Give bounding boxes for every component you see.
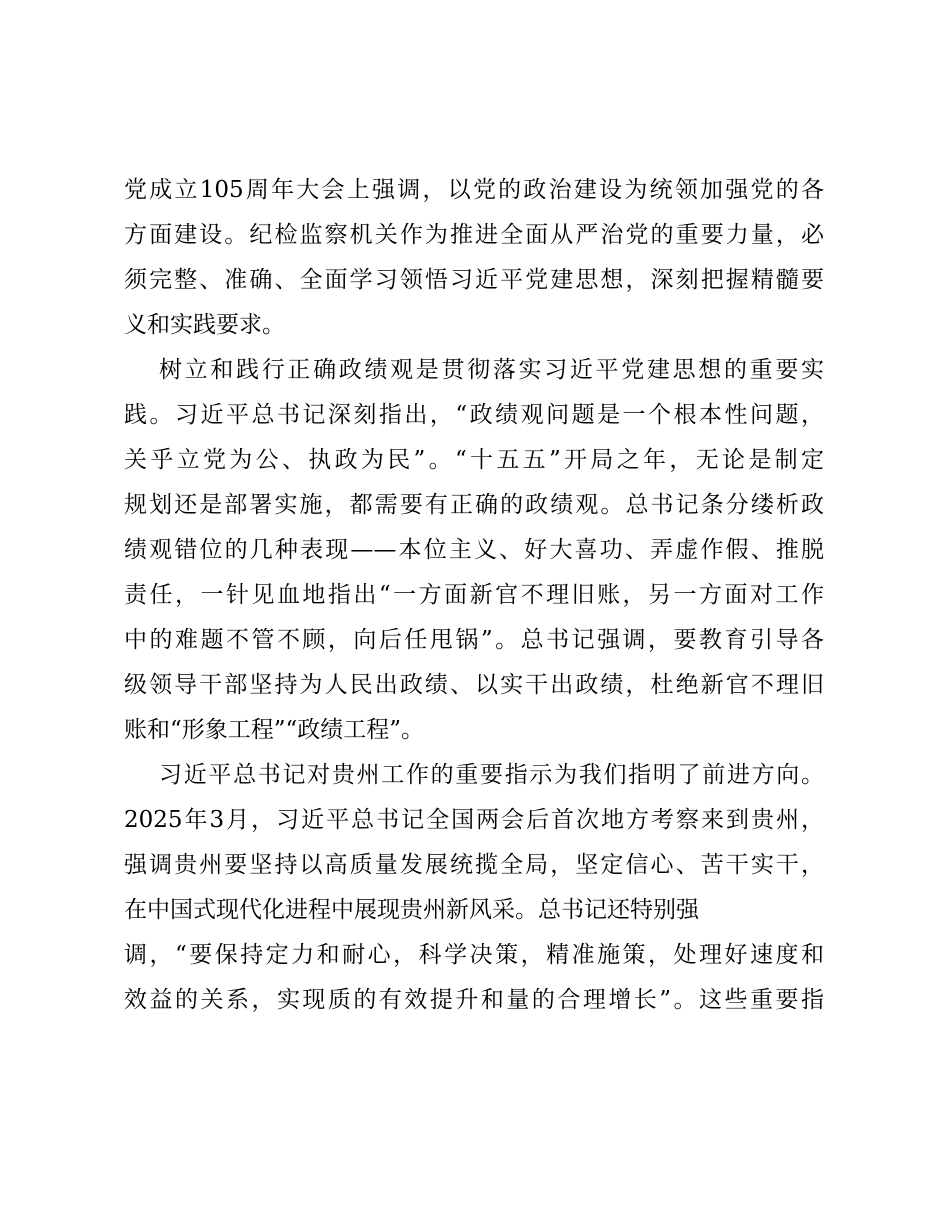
paragraph-1 xyxy=(124,168,824,348)
text-line: 责任，一针见血地指出“一方面新官不理旧账，另一方面对工作 xyxy=(124,582,824,608)
text-line: 级领导干部坚持为人民出政绩、以实干出政绩，杜绝新官不理旧 xyxy=(124,672,824,698)
text-line: 树立和践行正确政绩观是贯彻落实习近平党建思想的重要实 xyxy=(159,357,824,383)
text-line: 2025年3月，习近平总书记全国两会后首次地方考察来到贵州， xyxy=(124,807,824,833)
text-line: 义和实践要求。 xyxy=(124,312,285,338)
text-line: 践。习近平总书记深刻指出，“政绩观问题是一个根本性问题， xyxy=(124,402,824,428)
text-line: 方面建设。纪检监察机关作为推进全面从严治党的重要力量，必 xyxy=(124,222,824,248)
text-line: 中的难题不管不顾，向后任甩锅”。总书记强调，要教育引导各 xyxy=(124,627,824,653)
text-line: 党成立105周年大会上强调，以党的政治建设为统领加强党的各 xyxy=(124,177,824,203)
text-line: 规划还是部署实施，都需要有正确的政绩观。总书记条分缕析政 xyxy=(124,492,824,518)
document-body xyxy=(124,168,824,1023)
text-line: 习近平总书记对贵州工作的重要指示为我们指明了前进方向。 xyxy=(159,762,824,788)
paragraph-3 xyxy=(124,753,824,1023)
text-line: 须完整、准确、全面学习领悟习近平党建思想，深刻把握精髓要 xyxy=(124,267,824,293)
text-line: 效益的关系，实现质的有效提升和量的合理增长”。这些重要指 xyxy=(124,987,824,1013)
text-line: 账和“形象工程”“政绩工程”。 xyxy=(124,717,425,743)
text-line: 调，“要保持定力和耐心，科学决策，精准施策，处理好速度和 xyxy=(124,942,824,968)
text-line: 强调贵州要坚持以高质量发展统揽全局，坚定信心、苦干实干， xyxy=(124,852,824,878)
paragraph-2 xyxy=(124,348,824,753)
text-line: 关乎立党为公、执政为民”。“十五五”开局之年，无论是制定 xyxy=(124,447,824,473)
text-line: 绩观错位的几种表现——本位主义、好大喜功、弄虚作假、推脱 xyxy=(124,537,824,563)
text-line: 在中国式现代化进程中展现贵州新风采。总书记还特别强 xyxy=(124,897,699,923)
